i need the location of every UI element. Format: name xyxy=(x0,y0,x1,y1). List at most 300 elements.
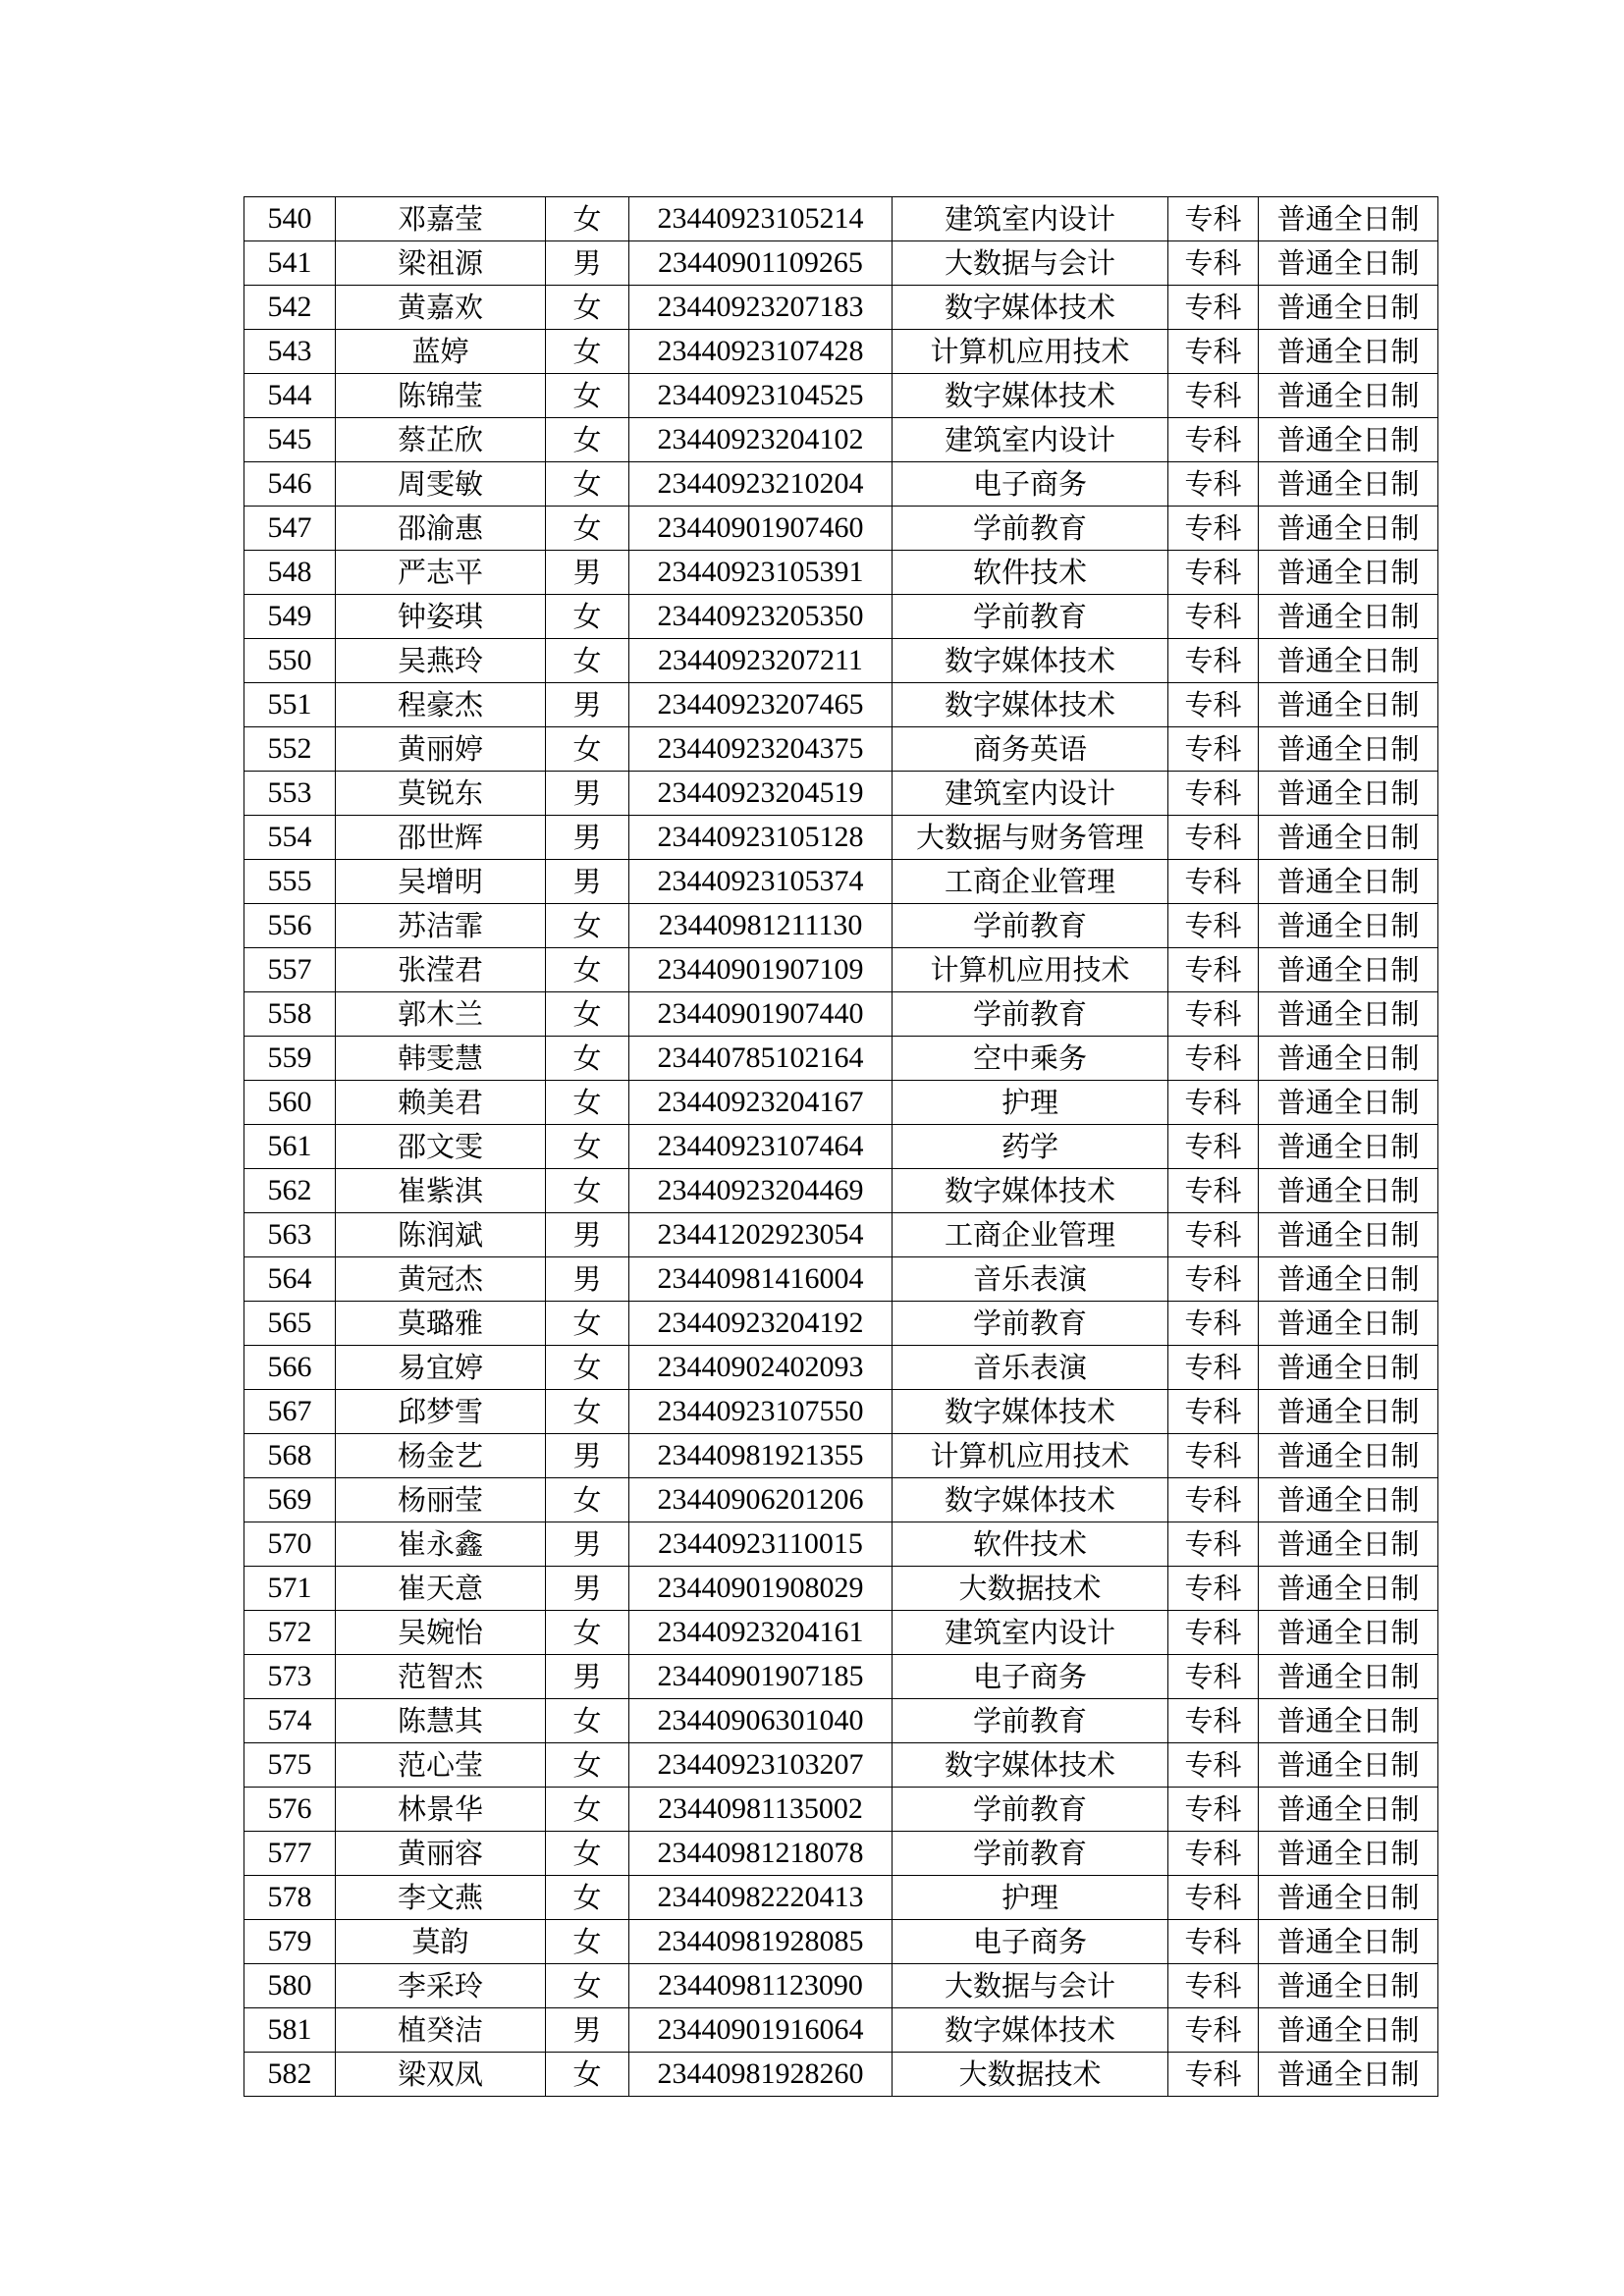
exam-number-cell: 23440981218078 xyxy=(629,1832,893,1876)
table-row xyxy=(244,197,1438,241)
gender-cell: 女 xyxy=(546,1169,629,1213)
student-name-cell: 黄丽容 xyxy=(336,1832,546,1876)
study-mode-cell: 普通全日制 xyxy=(1259,860,1438,904)
serial-number-cell: 542 xyxy=(244,286,336,330)
table-row xyxy=(244,374,1438,418)
gender-cell: 女 xyxy=(546,507,629,551)
study-mode-cell: 普通全日制 xyxy=(1259,1213,1438,1257)
exam-number-cell: 23440923105214 xyxy=(629,197,893,241)
student-name-cell: 莫璐雅 xyxy=(336,1302,546,1346)
table-row xyxy=(244,1346,1438,1390)
study-mode-cell: 普通全日制 xyxy=(1259,992,1438,1037)
table-row xyxy=(244,1213,1438,1257)
gender-cell: 女 xyxy=(546,1743,629,1788)
major-cell: 音乐表演 xyxy=(893,1257,1168,1302)
study-mode-cell: 普通全日制 xyxy=(1259,1434,1438,1478)
gender-cell: 女 xyxy=(546,374,629,418)
exam-number-cell: 23440981928260 xyxy=(629,2053,893,2097)
major-cell: 数字媒体技术 xyxy=(893,1743,1168,1788)
student-name-cell: 苏洁霏 xyxy=(336,904,546,948)
student-name-cell: 莫锐东 xyxy=(336,772,546,816)
table-row xyxy=(244,595,1438,639)
gender-cell: 女 xyxy=(546,197,629,241)
table-row xyxy=(244,1567,1438,1611)
student-name-cell: 杨金艺 xyxy=(336,1434,546,1478)
table-row xyxy=(244,1920,1438,1964)
study-mode-cell: 普通全日制 xyxy=(1259,948,1438,992)
gender-cell: 女 xyxy=(546,462,629,507)
education-level-cell: 专科 xyxy=(1168,904,1259,948)
study-mode-cell: 普通全日制 xyxy=(1259,772,1438,816)
student-name-cell: 陈润斌 xyxy=(336,1213,546,1257)
education-level-cell: 专科 xyxy=(1168,1213,1259,1257)
education-level-cell: 专科 xyxy=(1168,1390,1259,1434)
major-cell: 学前教育 xyxy=(893,1788,1168,1832)
study-mode-cell: 普通全日制 xyxy=(1259,462,1438,507)
roster-body xyxy=(244,197,1438,2097)
student-name-cell: 赖美君 xyxy=(336,1081,546,1125)
serial-number-cell: 540 xyxy=(244,197,336,241)
gender-cell: 女 xyxy=(546,330,629,374)
student-name-cell: 李文燕 xyxy=(336,1876,546,1920)
education-level-cell: 专科 xyxy=(1168,1699,1259,1743)
exam-number-cell: 23440923207465 xyxy=(629,683,893,727)
gender-cell: 女 xyxy=(546,1611,629,1655)
exam-number-cell: 23440901907109 xyxy=(629,948,893,992)
exam-number-cell: 23440901908029 xyxy=(629,1567,893,1611)
gender-cell: 男 xyxy=(546,860,629,904)
gender-cell: 女 xyxy=(546,1920,629,1964)
table-row xyxy=(244,286,1438,330)
education-level-cell: 专科 xyxy=(1168,1346,1259,1390)
education-level-cell: 专科 xyxy=(1168,860,1259,904)
gender-cell: 女 xyxy=(546,418,629,462)
exam-number-cell: 23440981211130 xyxy=(629,904,893,948)
exam-number-cell: 23440923107464 xyxy=(629,1125,893,1169)
study-mode-cell: 普通全日制 xyxy=(1259,286,1438,330)
table-row xyxy=(244,1302,1438,1346)
exam-number-cell: 23440923204469 xyxy=(629,1169,893,1213)
serial-number-cell: 573 xyxy=(244,1655,336,1699)
study-mode-cell: 普通全日制 xyxy=(1259,2053,1438,2097)
table-row xyxy=(244,1478,1438,1522)
exam-number-cell: 23440981416004 xyxy=(629,1257,893,1302)
table-row xyxy=(244,1699,1438,1743)
education-level-cell: 专科 xyxy=(1168,2053,1259,2097)
major-cell: 大数据技术 xyxy=(893,2053,1168,2097)
education-level-cell: 专科 xyxy=(1168,1655,1259,1699)
student-name-cell: 崔天意 xyxy=(336,1567,546,1611)
table-row xyxy=(244,860,1438,904)
study-mode-cell: 普通全日制 xyxy=(1259,1611,1438,1655)
student-name-cell: 邓嘉莹 xyxy=(336,197,546,241)
major-cell: 空中乘务 xyxy=(893,1037,1168,1081)
major-cell: 数字媒体技术 xyxy=(893,286,1168,330)
exam-number-cell: 23440901907185 xyxy=(629,1655,893,1699)
table-row xyxy=(244,1169,1438,1213)
education-level-cell: 专科 xyxy=(1168,683,1259,727)
exam-number-cell: 23440981123090 xyxy=(629,1964,893,2008)
table-row xyxy=(244,507,1438,551)
serial-number-cell: 569 xyxy=(244,1478,336,1522)
serial-number-cell: 555 xyxy=(244,860,336,904)
education-level-cell: 专科 xyxy=(1168,1169,1259,1213)
major-cell: 计算机应用技术 xyxy=(893,1434,1168,1478)
student-name-cell: 陈慧其 xyxy=(336,1699,546,1743)
gender-cell: 女 xyxy=(546,2053,629,2097)
student-name-cell: 吴增明 xyxy=(336,860,546,904)
exam-number-cell: 23440901907440 xyxy=(629,992,893,1037)
gender-cell: 男 xyxy=(546,1213,629,1257)
education-level-cell: 专科 xyxy=(1168,727,1259,772)
serial-number-cell: 543 xyxy=(244,330,336,374)
serial-number-cell: 566 xyxy=(244,1346,336,1390)
study-mode-cell: 普通全日制 xyxy=(1259,1478,1438,1522)
gender-cell: 女 xyxy=(546,1964,629,2008)
gender-cell: 女 xyxy=(546,904,629,948)
study-mode-cell: 普通全日制 xyxy=(1259,1302,1438,1346)
student-name-cell: 崔永鑫 xyxy=(336,1522,546,1567)
table-row xyxy=(244,418,1438,462)
exam-number-cell: 23440923105391 xyxy=(629,551,893,595)
education-level-cell: 专科 xyxy=(1168,2008,1259,2053)
major-cell: 电子商务 xyxy=(893,462,1168,507)
major-cell: 工商企业管理 xyxy=(893,860,1168,904)
serial-number-cell: 545 xyxy=(244,418,336,462)
major-cell: 药学 xyxy=(893,1125,1168,1169)
student-name-cell: 梁祖源 xyxy=(336,241,546,286)
exam-number-cell: 23440923110015 xyxy=(629,1522,893,1567)
gender-cell: 女 xyxy=(546,1037,629,1081)
serial-number-cell: 580 xyxy=(244,1964,336,2008)
table-row xyxy=(244,639,1438,683)
student-name-cell: 陈锦莹 xyxy=(336,374,546,418)
exam-number-cell: 23440923204192 xyxy=(629,1302,893,1346)
student-name-cell: 邵文雯 xyxy=(336,1125,546,1169)
education-level-cell: 专科 xyxy=(1168,1478,1259,1522)
education-level-cell: 专科 xyxy=(1168,462,1259,507)
student-name-cell: 李采玲 xyxy=(336,1964,546,2008)
education-level-cell: 专科 xyxy=(1168,551,1259,595)
study-mode-cell: 普通全日制 xyxy=(1259,1522,1438,1567)
education-level-cell: 专科 xyxy=(1168,1302,1259,1346)
table-row xyxy=(244,1125,1438,1169)
gender-cell: 男 xyxy=(546,2008,629,2053)
study-mode-cell: 普通全日制 xyxy=(1259,1257,1438,1302)
gender-cell: 男 xyxy=(546,772,629,816)
education-level-cell: 专科 xyxy=(1168,418,1259,462)
table-row xyxy=(244,551,1438,595)
major-cell: 学前教育 xyxy=(893,507,1168,551)
table-row xyxy=(244,1876,1438,1920)
serial-number-cell: 574 xyxy=(244,1699,336,1743)
education-level-cell: 专科 xyxy=(1168,1037,1259,1081)
gender-cell: 女 xyxy=(546,948,629,992)
table-row xyxy=(244,241,1438,286)
gender-cell: 女 xyxy=(546,1832,629,1876)
education-level-cell: 专科 xyxy=(1168,1876,1259,1920)
gender-cell: 女 xyxy=(546,992,629,1037)
education-level-cell: 专科 xyxy=(1168,639,1259,683)
table-row xyxy=(244,772,1438,816)
serial-number-cell: 581 xyxy=(244,2008,336,2053)
gender-cell: 男 xyxy=(546,1655,629,1699)
study-mode-cell: 普通全日制 xyxy=(1259,727,1438,772)
study-mode-cell: 普通全日制 xyxy=(1259,904,1438,948)
serial-number-cell: 554 xyxy=(244,816,336,860)
student-name-cell: 崔紫淇 xyxy=(336,1169,546,1213)
table-row xyxy=(244,1964,1438,2008)
exam-number-cell: 23440981928085 xyxy=(629,1920,893,1964)
student-name-cell: 吴婉怡 xyxy=(336,1611,546,1655)
major-cell: 数字媒体技术 xyxy=(893,2008,1168,2053)
major-cell: 学前教育 xyxy=(893,1302,1168,1346)
student-name-cell: 邵渝惠 xyxy=(336,507,546,551)
table-row xyxy=(244,1611,1438,1655)
serial-number-cell: 560 xyxy=(244,1081,336,1125)
education-level-cell: 专科 xyxy=(1168,1434,1259,1478)
serial-number-cell: 579 xyxy=(244,1920,336,1964)
student-name-cell: 梁双凤 xyxy=(336,2053,546,2097)
exam-number-cell: 23440906201206 xyxy=(629,1478,893,1522)
table-row xyxy=(244,1788,1438,1832)
education-level-cell: 专科 xyxy=(1168,772,1259,816)
serial-number-cell: 570 xyxy=(244,1522,336,1567)
major-cell: 音乐表演 xyxy=(893,1346,1168,1390)
major-cell: 数字媒体技术 xyxy=(893,1478,1168,1522)
student-name-cell: 郭木兰 xyxy=(336,992,546,1037)
study-mode-cell: 普通全日制 xyxy=(1259,1964,1438,2008)
table-row xyxy=(244,683,1438,727)
study-mode-cell: 普通全日制 xyxy=(1259,1832,1438,1876)
serial-number-cell: 575 xyxy=(244,1743,336,1788)
major-cell: 大数据与会计 xyxy=(893,1964,1168,2008)
exam-number-cell: 23440906301040 xyxy=(629,1699,893,1743)
student-name-cell: 范智杰 xyxy=(336,1655,546,1699)
student-name-cell: 钟姿琪 xyxy=(336,595,546,639)
study-mode-cell: 普通全日制 xyxy=(1259,1169,1438,1213)
gender-cell: 女 xyxy=(546,1876,629,1920)
education-level-cell: 专科 xyxy=(1168,197,1259,241)
study-mode-cell: 普通全日制 xyxy=(1259,197,1438,241)
study-mode-cell: 普通全日制 xyxy=(1259,1920,1438,1964)
education-level-cell: 专科 xyxy=(1168,374,1259,418)
education-level-cell: 专科 xyxy=(1168,330,1259,374)
major-cell: 数字媒体技术 xyxy=(893,374,1168,418)
education-level-cell: 专科 xyxy=(1168,992,1259,1037)
study-mode-cell: 普通全日制 xyxy=(1259,1037,1438,1081)
table-row xyxy=(244,1081,1438,1125)
study-mode-cell: 普通全日制 xyxy=(1259,1788,1438,1832)
serial-number-cell: 578 xyxy=(244,1876,336,1920)
education-level-cell: 专科 xyxy=(1168,816,1259,860)
major-cell: 建筑室内设计 xyxy=(893,418,1168,462)
exam-number-cell: 23440923207211 xyxy=(629,639,893,683)
education-level-cell: 专科 xyxy=(1168,286,1259,330)
serial-number-cell: 546 xyxy=(244,462,336,507)
major-cell: 建筑室内设计 xyxy=(893,197,1168,241)
student-name-cell: 程豪杰 xyxy=(336,683,546,727)
exam-number-cell: 23440923205350 xyxy=(629,595,893,639)
table-row xyxy=(244,904,1438,948)
student-name-cell: 黄嘉欢 xyxy=(336,286,546,330)
education-level-cell: 专科 xyxy=(1168,1964,1259,2008)
exam-number-cell: 23440923204102 xyxy=(629,418,893,462)
exam-number-cell: 23440981921355 xyxy=(629,1434,893,1478)
serial-number-cell: 553 xyxy=(244,772,336,816)
student-name-cell: 蔡芷欣 xyxy=(336,418,546,462)
gender-cell: 女 xyxy=(546,1478,629,1522)
serial-number-cell: 544 xyxy=(244,374,336,418)
table-row xyxy=(244,1434,1438,1478)
major-cell: 数字媒体技术 xyxy=(893,639,1168,683)
exam-number-cell: 23440785102164 xyxy=(629,1037,893,1081)
major-cell: 学前教育 xyxy=(893,992,1168,1037)
student-name-cell: 林景华 xyxy=(336,1788,546,1832)
major-cell: 建筑室内设计 xyxy=(893,772,1168,816)
education-level-cell: 专科 xyxy=(1168,1788,1259,1832)
serial-number-cell: 550 xyxy=(244,639,336,683)
serial-number-cell: 557 xyxy=(244,948,336,992)
serial-number-cell: 562 xyxy=(244,1169,336,1213)
exam-number-cell: 23441202923054 xyxy=(629,1213,893,1257)
study-mode-cell: 普通全日制 xyxy=(1259,1876,1438,1920)
education-level-cell: 专科 xyxy=(1168,1257,1259,1302)
student-name-cell: 邵世辉 xyxy=(336,816,546,860)
student-name-cell: 杨丽莹 xyxy=(336,1478,546,1522)
exam-number-cell: 23440901109265 xyxy=(629,241,893,286)
study-mode-cell: 普通全日制 xyxy=(1259,2008,1438,2053)
gender-cell: 男 xyxy=(546,816,629,860)
study-mode-cell: 普通全日制 xyxy=(1259,595,1438,639)
table-row xyxy=(244,1390,1438,1434)
exam-number-cell: 23440923210204 xyxy=(629,462,893,507)
exam-number-cell: 23440923204519 xyxy=(629,772,893,816)
serial-number-cell: 559 xyxy=(244,1037,336,1081)
gender-cell: 女 xyxy=(546,1390,629,1434)
student-name-cell: 张滢君 xyxy=(336,948,546,992)
gender-cell: 女 xyxy=(546,639,629,683)
serial-number-cell: 549 xyxy=(244,595,336,639)
serial-number-cell: 567 xyxy=(244,1390,336,1434)
exam-number-cell: 23440923204161 xyxy=(629,1611,893,1655)
major-cell: 电子商务 xyxy=(893,1655,1168,1699)
education-level-cell: 专科 xyxy=(1168,1081,1259,1125)
gender-cell: 男 xyxy=(546,1257,629,1302)
gender-cell: 女 xyxy=(546,595,629,639)
serial-number-cell: 563 xyxy=(244,1213,336,1257)
major-cell: 大数据与财务管理 xyxy=(893,816,1168,860)
serial-number-cell: 564 xyxy=(244,1257,336,1302)
major-cell: 计算机应用技术 xyxy=(893,948,1168,992)
serial-number-cell: 556 xyxy=(244,904,336,948)
study-mode-cell: 普通全日制 xyxy=(1259,1655,1438,1699)
serial-number-cell: 561 xyxy=(244,1125,336,1169)
education-level-cell: 专科 xyxy=(1168,1522,1259,1567)
exam-number-cell: 23440923105128 xyxy=(629,816,893,860)
major-cell: 学前教育 xyxy=(893,904,1168,948)
education-level-cell: 专科 xyxy=(1168,1743,1259,1788)
study-mode-cell: 普通全日制 xyxy=(1259,1125,1438,1169)
gender-cell: 女 xyxy=(546,1081,629,1125)
education-level-cell: 专科 xyxy=(1168,1920,1259,1964)
education-level-cell: 专科 xyxy=(1168,507,1259,551)
serial-number-cell: 576 xyxy=(244,1788,336,1832)
education-level-cell: 专科 xyxy=(1168,241,1259,286)
exam-number-cell: 23440923204167 xyxy=(629,1081,893,1125)
table-row xyxy=(244,1655,1438,1699)
major-cell: 学前教育 xyxy=(893,1832,1168,1876)
exam-number-cell: 23440901907460 xyxy=(629,507,893,551)
serial-number-cell: 541 xyxy=(244,241,336,286)
education-level-cell: 专科 xyxy=(1168,1832,1259,1876)
major-cell: 软件技术 xyxy=(893,1522,1168,1567)
student-name-cell: 周雯敏 xyxy=(336,462,546,507)
gender-cell: 男 xyxy=(546,683,629,727)
student-roster-table xyxy=(244,196,1438,2097)
table-row xyxy=(244,2008,1438,2053)
serial-number-cell: 558 xyxy=(244,992,336,1037)
table-row xyxy=(244,1832,1438,1876)
study-mode-cell: 普通全日制 xyxy=(1259,241,1438,286)
gender-cell: 女 xyxy=(546,286,629,330)
major-cell: 护理 xyxy=(893,1081,1168,1125)
table-row xyxy=(244,992,1438,1037)
student-name-cell: 吴燕玲 xyxy=(336,639,546,683)
education-level-cell: 专科 xyxy=(1168,1611,1259,1655)
gender-cell: 女 xyxy=(546,1346,629,1390)
gender-cell: 女 xyxy=(546,727,629,772)
exam-number-cell: 23440923104525 xyxy=(629,374,893,418)
serial-number-cell: 582 xyxy=(244,2053,336,2097)
exam-number-cell: 23440923207183 xyxy=(629,286,893,330)
study-mode-cell: 普通全日制 xyxy=(1259,1346,1438,1390)
serial-number-cell: 572 xyxy=(244,1611,336,1655)
exam-number-cell: 23440981135002 xyxy=(629,1788,893,1832)
table-row xyxy=(244,1522,1438,1567)
gender-cell: 女 xyxy=(546,1125,629,1169)
study-mode-cell: 普通全日制 xyxy=(1259,683,1438,727)
student-name-cell: 莫韵 xyxy=(336,1920,546,1964)
study-mode-cell: 普通全日制 xyxy=(1259,418,1438,462)
serial-number-cell: 571 xyxy=(244,1567,336,1611)
exam-number-cell: 23440923105374 xyxy=(629,860,893,904)
major-cell: 学前教育 xyxy=(893,595,1168,639)
study-mode-cell: 普通全日制 xyxy=(1259,1390,1438,1434)
study-mode-cell: 普通全日制 xyxy=(1259,816,1438,860)
major-cell: 数字媒体技术 xyxy=(893,1390,1168,1434)
table-row xyxy=(244,948,1438,992)
table-row xyxy=(244,1037,1438,1081)
exam-number-cell: 23440901916064 xyxy=(629,2008,893,2053)
student-name-cell: 严志平 xyxy=(336,551,546,595)
education-level-cell: 专科 xyxy=(1168,595,1259,639)
exam-number-cell: 23440923107428 xyxy=(629,330,893,374)
major-cell: 数字媒体技术 xyxy=(893,1169,1168,1213)
gender-cell: 女 xyxy=(546,1788,629,1832)
serial-number-cell: 548 xyxy=(244,551,336,595)
education-level-cell: 专科 xyxy=(1168,1125,1259,1169)
serial-number-cell: 552 xyxy=(244,727,336,772)
major-cell: 计算机应用技术 xyxy=(893,330,1168,374)
serial-number-cell: 547 xyxy=(244,507,336,551)
study-mode-cell: 普通全日制 xyxy=(1259,1567,1438,1611)
gender-cell: 男 xyxy=(546,241,629,286)
major-cell: 数字媒体技术 xyxy=(893,683,1168,727)
major-cell: 建筑室内设计 xyxy=(893,1611,1168,1655)
exam-number-cell: 23440923107550 xyxy=(629,1390,893,1434)
major-cell: 护理 xyxy=(893,1876,1168,1920)
